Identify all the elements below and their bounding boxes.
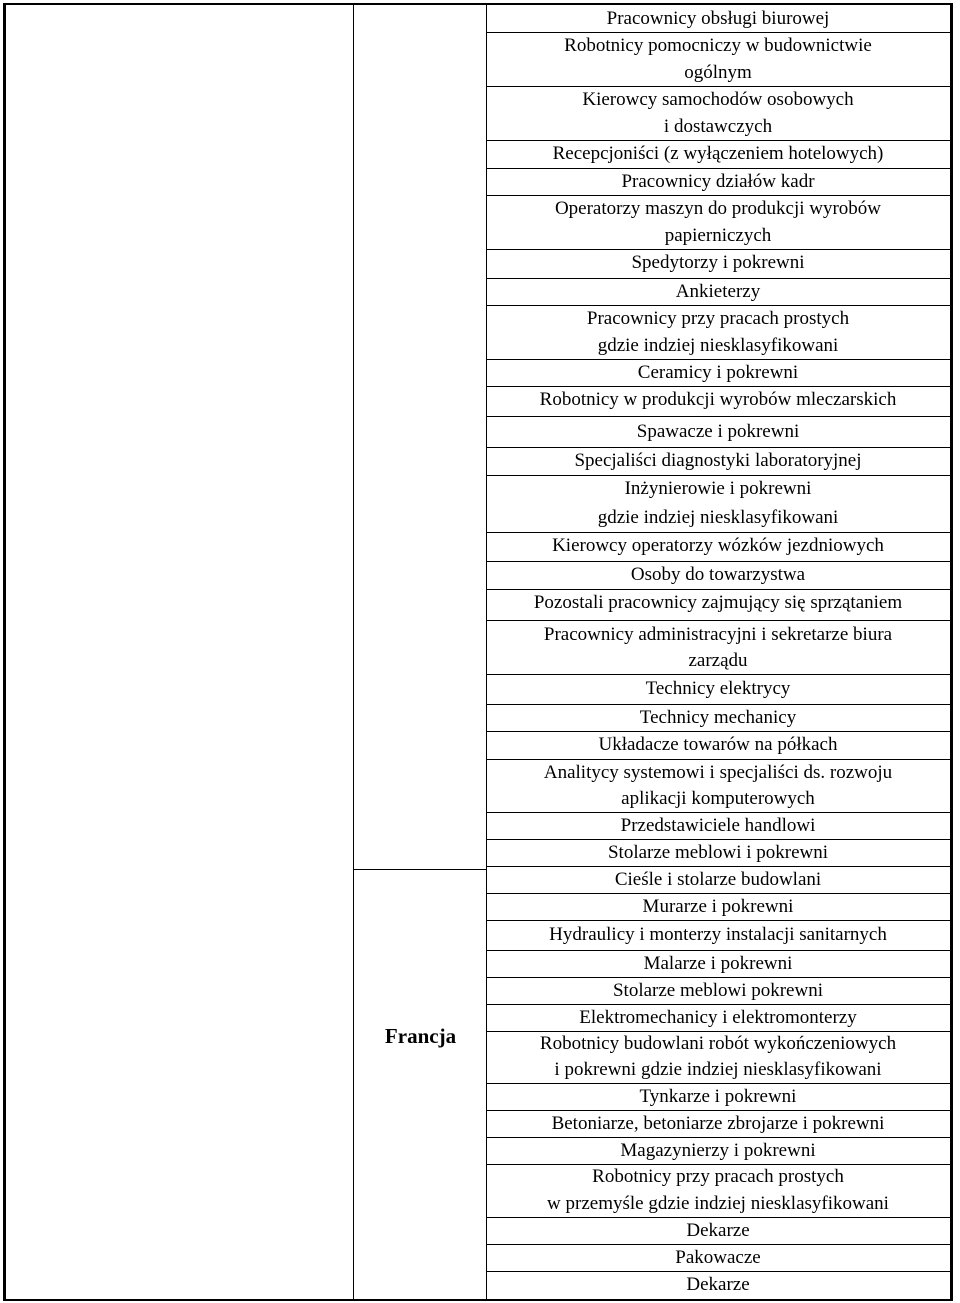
occupation-line: w przemyśle gdzie indziej niesklasyfikowani — [547, 1192, 889, 1214]
occupation-line: Pozostali pracownicy zajmujący się sprzątaniem — [533, 592, 903, 614]
table-border-left — [3, 3, 6, 1300]
occupation-line: Układacze towarów na półkach — [598, 734, 838, 756]
occupation-line: Stolarze meblowi pokrewni — [612, 979, 823, 1001]
occupation-line: Przedstawiciele handlowi — [620, 814, 816, 836]
occupation-line: Specjaliści diagnostyki laboratoryjnej — [574, 449, 862, 471]
occupation-line: Pracownicy obsługi biurowej — [606, 8, 830, 29]
occupation-line: zarządu — [688, 650, 748, 672]
occupation-line: Analitycy systemowi i specjaliści ds. rozwoju — [543, 761, 893, 783]
occupation-line: i pokrewni gdzie indziej niesklasyfikowani — [554, 1059, 882, 1081]
occupation-line: papierniczych — [664, 224, 772, 246]
occupation-line: Technicy elektrycy — [645, 678, 791, 700]
occupation-line: Malarze i pokrewni — [643, 952, 793, 974]
occupation-line: Tynkarze i pokrewni — [639, 1086, 797, 1108]
occupation-line: Robotnicy budowlani robót wykończeniowych — [539, 1032, 897, 1054]
occupation-line: Operatorzy maszyn do produkcji wyrobów — [554, 197, 882, 219]
occupation-line: Murarze i pokrewni — [642, 895, 794, 917]
occupation-line: Kierowcy operatorzy wózków jezdniowych — [552, 535, 884, 557]
group-separator — [487, 620, 950, 621]
occupation-line: Robotnicy w produkcji wyrobów mleczarskich — [539, 388, 897, 410]
country-label: Francja — [384, 1024, 457, 1048]
country-cell-top-border — [354, 869, 486, 870]
occupation-line: ogólnym — [684, 62, 752, 84]
group-separator — [487, 416, 950, 417]
occupation-line: Ceramicy i pokrewni — [637, 361, 799, 383]
occupation-line: Osoby do towarzystwa — [630, 563, 806, 585]
occupation-line: Dekarze — [686, 1219, 750, 1241]
occupation-line: Technicy mechanicy — [639, 707, 797, 729]
occupation-line: Magazynierzy i pokrewni — [620, 1140, 816, 1162]
occupation-line: Ankieterzy — [675, 280, 761, 302]
occupation-line: Pracownicy administracyjni i sekretarze biura — [543, 624, 893, 645]
table-border-bottom — [3, 1299, 953, 1301]
occupation-line: Betoniarze, betoniarze zbrojarze i pokrewni — [551, 1113, 885, 1135]
occupation-line: Pracownicy przy pracach prostych — [586, 307, 850, 329]
occupation-line: Pracownicy działów kadr — [621, 170, 815, 192]
occupation-line: i dostawczych — [663, 116, 773, 138]
occupation-line: Robotnicy pomocniczy w budownictwie — [564, 35, 872, 57]
occupation-line: Robotnicy przy pracach prostych — [592, 1166, 844, 1188]
occupation-line: Dekarze — [686, 1273, 750, 1295]
occupation-line: Kierowcy samochodów osobowych — [582, 89, 854, 111]
occupation-line: Recepcjoniści (z wyłączeniem hotelowych) — [552, 143, 884, 165]
occupation-line: Stolarze meblowi i pokrewni — [607, 841, 829, 863]
occupation-line: Pakowacze — [675, 1246, 761, 1268]
occupation-line: Spawacze i pokrewni — [636, 421, 800, 442]
occupation-line: Elektromechanicy i elektromonterzy — [579, 1006, 857, 1028]
occupation-line: Hydraulicy i monterzy instalacji sanitarnych — [549, 923, 887, 945]
occupation-line: gdzie indziej niesklasyfikowani — [597, 334, 839, 356]
occupation-line: Spedytorzy i pokrewni — [631, 251, 805, 273]
occupation-line: Inżynierowie i pokrewni — [624, 478, 812, 500]
occupation-line: gdzie indziej niesklasyfikowani — [597, 506, 839, 528]
occupation-line: Cieśle i stolarze budowlani — [614, 868, 822, 890]
column-divider-1 — [353, 3, 354, 1300]
table-border-right — [950, 3, 953, 1300]
occupation-line: aplikacji komputerowych — [621, 787, 815, 809]
